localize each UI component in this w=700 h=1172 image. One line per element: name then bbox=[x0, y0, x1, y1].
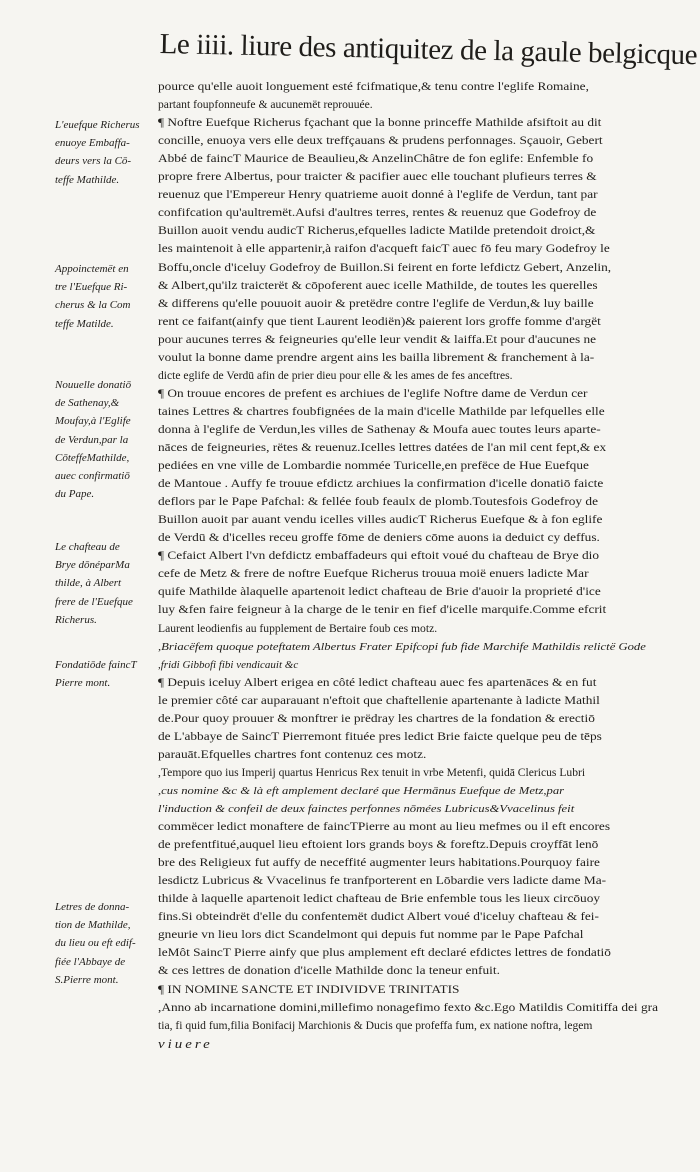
margin-note-line: CōteffeMathilde, bbox=[55, 451, 130, 464]
text-line: leMôt SaincT Pierre ainfy que plus amplement eft declaré efdictes lettres de fondatiō bbox=[158, 946, 611, 960]
text-line: viuere bbox=[158, 1035, 213, 1051]
text-line: lesdictz Lubricus & Vvacelinus fe tranfporterent en Lōbardie vers ladicte dame Ma- bbox=[158, 874, 607, 888]
margin-note bbox=[55, 538, 155, 629]
text-line: gneurie vn lieu lors dict Scandelmont qui depuis fut nomme par le Pape Pafchal bbox=[158, 928, 584, 942]
margin-note-line: teffe Mathilde. bbox=[55, 173, 120, 186]
margin-note bbox=[55, 116, 155, 189]
margin-note-line: teffe Matilde. bbox=[55, 317, 114, 330]
margin-note bbox=[55, 376, 155, 503]
margin-note bbox=[55, 898, 155, 989]
margin-note-line: Nouuelle donatiō bbox=[55, 379, 132, 391]
text-line: pource qu'elle auoit longuement esté fcifmatique,& tenu contre l'eglife Romaine, bbox=[158, 80, 589, 93]
text-line: rent ce faifant(ainfy que tient Laurent leodiën)& paierent lors groffe fomme d'argët bbox=[158, 314, 601, 328]
text-line: ,Anno ab incarnatione domini,millefimo nonagefimo fexto &c.Ego Matildis Comitiffa dei gra bbox=[158, 1000, 658, 1014]
text-line: ,Tempore quo ius Imperij quartus Henricus Rex tenuit in vrbe Metenfi, quidā Clericus Lubri bbox=[158, 765, 586, 779]
text-line: voulut la bonne dame prendre argent ains les bailla librement & franchement à la- bbox=[158, 350, 595, 364]
text-line: bre des Religieux fut auffy de neceffité augmenter leurs habitations.Pourquoy faire bbox=[158, 856, 600, 870]
text-line: ,cus nomine &c & là eft amplement declaré que Hermānus Euefque de Metz,par bbox=[158, 784, 565, 797]
margin-note-line: S.Pierre mont. bbox=[55, 973, 119, 986]
text-line: cefe de Metz & frere de noftre Euefque Richerus trouua moië enuers ladicte Mar bbox=[158, 567, 589, 581]
text-line: pour aucunes terres & feigneuries qu'elle leur vendit & laiffa.Et pour d'aucunes ne bbox=[158, 332, 597, 346]
text-line: ,Briacëfem quoque poteftatem Albertus Frater Epifcopi fub fide Marchife Mathildis relictë Gode bbox=[158, 640, 646, 653]
text-line: parauāt.Efquelles chartres font contenuz ces motz. bbox=[158, 747, 427, 761]
text-line: dicte eglife de Verdū afin de prier dieu pour elle & les ames de fes anceftres. bbox=[158, 368, 513, 382]
text-line: taines Lettres & chartres foubfignées de la main d'icelle Mathilde par lefquelles elle bbox=[158, 404, 605, 418]
text-line: ¶ On trouue encores de prefent es archiues de l'eglife Noftre dame de Verdun cer bbox=[158, 386, 588, 400]
text-line: Abbé de faincT Maurice de Beaulieu,& AnzelinChâtre de fon eglife: Enfemble fo bbox=[158, 152, 594, 166]
margin-note-line: L'euefque Richerus bbox=[55, 119, 140, 131]
margin-note-line: de Sathenay,& bbox=[55, 397, 120, 410]
text-line: le premier côté car auparauant n'eftoit que chaftellenie apartenante à ladicte Mathil bbox=[158, 693, 600, 707]
text-line: ,fridi Gibbofi fibi vendicauit &c bbox=[158, 658, 299, 671]
margin-note-line: Letres de donna- bbox=[55, 901, 130, 913]
margin-note-line: enuoye Embaffa- bbox=[55, 137, 130, 150]
text-line: pediées en vne ville de Lombardie nommée Turicelle,en prefëce de Hue Euefque bbox=[158, 459, 589, 473]
running-header bbox=[159, 28, 698, 78]
margin-note-line: tion de Mathilde, bbox=[55, 919, 131, 932]
margin-note-line: Brye dōnéparMa bbox=[55, 559, 130, 572]
text-line: les maintenoit à elle appartenir,à raifon d'acqueft faicT auec fō feu mary Godefroy le bbox=[158, 242, 610, 256]
text-line: quife Mathilde àlaquelle apartenoit ledict chafteau de Brie d'auoir la proprieté d'ice bbox=[158, 585, 601, 599]
margin-note-line: du Pape. bbox=[55, 488, 95, 501]
text-line: deflors par le Pape Pafchal: & fellée foub feaulx de plomb.Toutesfois Godefroy de bbox=[158, 495, 599, 509]
text-line: Boffu,oncle d'iceluy Godefroy de Buillon.Si feirent en forte lefdictz Gebert, Anzelin, bbox=[158, 260, 612, 274]
text-line: ¶ Noftre Euefque Richerus fçachant que la bonne princeffe Mathilde afsiftoit au dit bbox=[158, 116, 602, 130]
text-line: partant foupfonneufe & aucunemët reprouuée. bbox=[158, 98, 373, 112]
text-line: tia, fi quid fum,filia Bonifacij Marchionis & Ducis que profeffa fum, ex natione noftra, legem bbox=[158, 1018, 593, 1032]
margin-note-line: du lieu ou eft edif- bbox=[55, 937, 136, 950]
margin-note-line: tre l'Euefque Ri- bbox=[55, 281, 128, 294]
text-line: commëcer ledict monaftere de faincTPierre au mont au lieu mefmes ou il eft encores bbox=[158, 820, 611, 834]
text-line: l'induction & confeil de deux fainctes perfonnes nōmées Lubricus&Vvacelinus feit bbox=[158, 803, 575, 815]
text-line: Buillon auoit vendu audicT Richerus,efquelles ladicte Matilde pretendoit droict,& bbox=[158, 224, 596, 238]
margin-note-line: Appoinctemët en bbox=[55, 263, 129, 275]
text-line: & differens qu'elle pouuoit auoir & pretëdre contre l'eglife de Verdun,& luy baille bbox=[158, 296, 594, 310]
margin-note-line: Le chafteau de bbox=[55, 541, 120, 553]
margin-note bbox=[55, 260, 155, 333]
margin-note-line: cherus & la Com bbox=[55, 299, 131, 312]
text-line: de prefentfitué,auquel lieu eftoient lors grands boys & foreftz.Depuis croyffāt lenō bbox=[158, 838, 599, 852]
text-line: ¶ Cefaict Albert l'vn defdictz embaffadeurs qui eftoit voué du chafteau de Brye dio bbox=[158, 549, 599, 563]
text-line: luy &fen faire feigneur à la charge de le tenir en fief d'icelle marquife.Comme efcrit bbox=[158, 603, 607, 617]
text-line: ¶ Depuis iceluy Albert erigea en côté ledict chafteau auec fes apartenāces & en fut bbox=[158, 675, 597, 689]
margin-note bbox=[55, 656, 155, 692]
margin-note-line: deurs vers la Cō- bbox=[55, 155, 132, 168]
text-line: de Verdū & d'icelles receu groffe fōme de deniers cōme auons ia deduict cy deffus. bbox=[158, 531, 600, 545]
text-line: & Albert,qu'ilz traicterët & cōpoferent auec icelle Mathilde, de toutes les querelles bbox=[158, 278, 598, 292]
text-line: de L'abbaye de SaincT Pierremont fituée pres ledict Brie faicte quelque peu de tēps bbox=[158, 729, 602, 743]
margin-note-line: Richerus. bbox=[55, 613, 97, 626]
margin-note-line: fiée l'Abbaye de bbox=[55, 955, 126, 968]
text-line: Laurent leodienfis au fupplement de Bertaire foub ces motz. bbox=[158, 621, 438, 635]
text-line: Buillon auoit par auant vendu icelles villes audicT Richerus Euefque & à fon eglife bbox=[158, 513, 603, 527]
text-line: reuenuz que l'Empereur Henry quatrieme auoit donné à l'eglife de Verdun, tant par bbox=[158, 188, 598, 202]
margin-note-line: Moufay,à l'Eglife bbox=[55, 415, 131, 428]
margin-note-line: de Verdun,par la bbox=[55, 433, 129, 446]
page-title: Le iiii. liure des antiquitez de la gaule belgicque bbox=[159, 28, 698, 72]
text-line: propre frere Albertus, pour traicter & pacifier auec elle touchant plufieurs terres & bbox=[158, 170, 597, 184]
text-line: ¶ IN NOMINE SANCTE ET INDIVIDVE TRINITATIS bbox=[158, 982, 460, 996]
margin-note-line: frere de l'Euefque bbox=[55, 595, 133, 608]
text-line: donna à l'eglife de Verdun,les villes de Sathenay & Moufa auec toutes leurs aparte- bbox=[158, 422, 601, 436]
margin-note-line: thilde, à Albert bbox=[55, 577, 122, 590]
text-line: & ces lettres de donation d'icelle Mathilde donc la teneur enfuit. bbox=[158, 964, 500, 978]
text-line: de Mantoue . Auffy fe trouue efdictz archiues la confirmation d'icelle donatiō faicte bbox=[158, 477, 604, 491]
margin-note-line: auec confirmatiō bbox=[55, 470, 130, 483]
text-line: nāces de feigneuries, rëtes & reuenuz.Icelles lettres datées de l'an mil cent fept,& ex bbox=[158, 441, 607, 454]
text-line: de.Pour quoy prouuer & monftrer ie prëdray les chartres de la fondation & erectiō bbox=[158, 711, 595, 725]
margin-note-line: Fondatiōde faincT bbox=[55, 659, 137, 671]
text-line: thilde à laquelle apartenoit ledict chafteau de Brie enfemble tous les lieux circōuoy bbox=[158, 892, 601, 906]
text-line: fins.Si obteindrët d'elle du confentemët dudict Albert voué d'iceluy chafteau & fei- bbox=[158, 910, 599, 924]
text-line: confifcation qu'aultremët.Aufsi d'aultres terres, rentes & reuenuz que Godefroy de bbox=[158, 206, 597, 220]
margin-note-line: Pierre mont. bbox=[55, 677, 111, 690]
text-line: concille, enuoya vers elle deux treffçauans & prudens perfonnages. Sçauoir, Gebert bbox=[158, 134, 603, 148]
